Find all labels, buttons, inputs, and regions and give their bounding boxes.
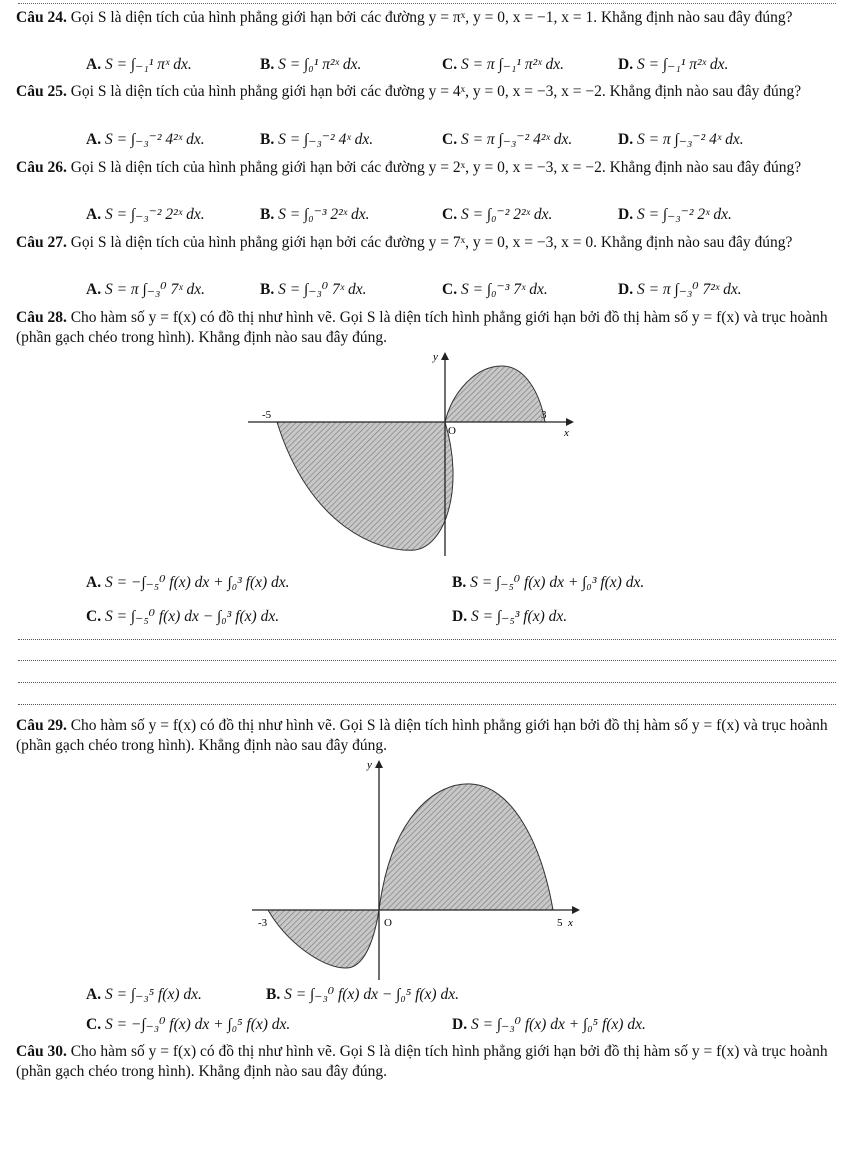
option-b[interactable]: B. S = ∫₀¹ π²ˣ dx.	[260, 56, 362, 73]
tick-right: 3	[541, 409, 547, 421]
question-28-options-row1	[86, 572, 834, 594]
option-a[interactable]: A. S = π ∫₋₃⁰ 7ˣ dx.	[86, 281, 205, 298]
x-axis-label: x	[568, 917, 573, 929]
option-a[interactable]: A. S = ∫₋₃⁻² 2²ˣ dx.	[86, 206, 205, 223]
x-axis-label: x	[564, 427, 569, 439]
question-24-stem: Câu 24. Gọi S là diện tích của hình phẳng giới hạn bởi các đường y = πˣ, y = 0, x = −1, x = 1. Khẳng định nào sau đây đúng?	[16, 9, 793, 26]
option-b[interactable]: B. S = ∫₋₅⁰ f(x) dx + ∫₀³ f(x) dx.	[452, 574, 645, 591]
option-d[interactable]: D. S = ∫₋₃⁰ f(x) dx + ∫₀⁵ f(x) dx.	[452, 1016, 646, 1033]
option-d[interactable]: D. S = ∫₋₁¹ π²ˣ dx.	[618, 56, 729, 73]
option-c[interactable]: C. S = ∫₀⁻² 2²ˣ dx.	[442, 206, 553, 223]
option-c[interactable]: C. S = −∫₋₃⁰ f(x) dx + ∫₀⁵ f(x) dx.	[86, 1016, 291, 1033]
option-d[interactable]: D. S = ∫₋₃⁻² 2ˣ dx.	[618, 206, 732, 223]
answer-line	[18, 704, 836, 705]
tick-right: 5	[557, 917, 563, 929]
shaded-region-below-axis	[268, 910, 379, 968]
option-b[interactable]: B. S = ∫₋₃⁻² 4ˣ dx.	[260, 131, 374, 148]
y-axis-arrow	[375, 760, 383, 768]
question-24-options	[86, 54, 834, 76]
option-b[interactable]: B. S = ∫₋₃⁰ f(x) dx − ∫₀⁵ f(x) dx.	[266, 986, 459, 1003]
shaded-region-above-axis	[379, 784, 553, 910]
y-axis-label: y	[433, 351, 438, 363]
top-divider	[18, 3, 836, 4]
question-28-options-row2	[86, 606, 834, 628]
question-25-stem: Câu 25. Gọi S là diện tích của hình phẳng giới hạn bởi các đường y = 4ˣ, y = 0, x = −3, x = −2. Khẳng định nào sau đây đúng?	[16, 83, 802, 100]
graph-28	[240, 348, 580, 560]
graph-29	[246, 756, 586, 982]
option-c[interactable]: C. S = π ∫₋₁¹ π²ˣ dx.	[442, 56, 565, 73]
option-d[interactable]: D. S = π ∫₋₃⁰ 7²ˣ dx.	[618, 281, 742, 298]
option-b[interactable]: B. S = ∫₋₃⁰ 7ˣ dx.	[260, 281, 367, 298]
x-axis-arrow	[572, 906, 580, 914]
option-a[interactable]: A. S = ∫₋₁¹ πˣ dx.	[86, 56, 192, 73]
y-axis-label: y	[367, 759, 372, 771]
option-d[interactable]: D. S = ∫₋₅³ f(x) dx.	[452, 608, 568, 625]
question-25-options	[86, 129, 834, 151]
option-d[interactable]: D. S = π ∫₋₃⁻² 4ˣ dx.	[618, 131, 744, 148]
tick-left: -5	[262, 409, 272, 421]
option-a[interactable]: A. S = −∫₋₅⁰ f(x) dx + ∫₀³ f(x) dx.	[86, 574, 290, 591]
answer-line	[18, 660, 836, 661]
option-b[interactable]: B. S = ∫₀⁻³ 2²ˣ dx.	[260, 206, 370, 223]
question-26-stem: Câu 26. Gọi S là diện tích của hình phẳng giới hạn bởi các đường y = 2ˣ, y = 0, x = −3, x = −2. Khẳng định nào sau đây đúng?	[16, 159, 802, 176]
shaded-region-below-axis	[277, 422, 453, 550]
option-c[interactable]: C. S = π ∫₋₃⁻² 4²ˣ dx.	[442, 131, 573, 148]
origin-label: O	[384, 917, 392, 929]
question-28-stem: Câu 28. Cho hàm số y = f(x) có đồ thị như hình vẽ. Gọi S là diện tích hình phẳng giới hạn bởi đồ thị hàm số y = f(x) và trục hoành (phần gạch chéo trong hình). Khẳng định nào sau đây đúng.	[16, 309, 828, 346]
answer-line	[18, 682, 836, 683]
question-26-options	[86, 204, 834, 226]
shaded-region-above-axis	[445, 366, 545, 422]
question-27-stem: Câu 27. Gọi S là diện tích của hình phẳng giới hạn bởi các đường y = 7ˣ, y = 0, x = −3, x = 0. Khẳng định nào sau đây đúng?	[16, 234, 793, 251]
question-29-options-row2	[86, 1014, 834, 1036]
question-29-stem: Câu 29. Cho hàm số y = f(x) có đồ thị như hình vẽ. Gọi S là diện tích hình phẳng giới hạn bởi đồ thị hàm số y = f(x) và trục hoành (phần gạch chéo trong hình). Khẳng định nào sau đây đúng.	[16, 717, 828, 754]
origin-label: O	[448, 425, 456, 437]
tick-left: -3	[258, 917, 268, 929]
option-a[interactable]: A. S = ∫₋₃⁻² 4²ˣ dx.	[86, 131, 205, 148]
option-c[interactable]: C. S = ∫₋₅⁰ f(x) dx − ∫₀³ f(x) dx.	[86, 608, 280, 625]
option-c[interactable]: C. S = ∫₀⁻³ 7ˣ dx.	[442, 281, 548, 298]
option-a[interactable]: A. S = ∫₋₃⁵ f(x) dx.	[86, 986, 202, 1003]
question-29-options-row1	[86, 984, 834, 1006]
answer-line	[18, 639, 836, 640]
x-axis-arrow	[566, 418, 574, 426]
question-30-stem: Câu 30. Cho hàm số y = f(x) có đồ thị như hình vẽ. Gọi S là diện tích hình phẳng giới hạn bởi đồ thị hàm số y = f(x) và trục hoành (phần gạch chéo trong hình). Khẳng định nào sau đây đúng.	[16, 1043, 828, 1080]
question-27-options	[86, 279, 834, 301]
y-axis-arrow	[441, 352, 449, 360]
